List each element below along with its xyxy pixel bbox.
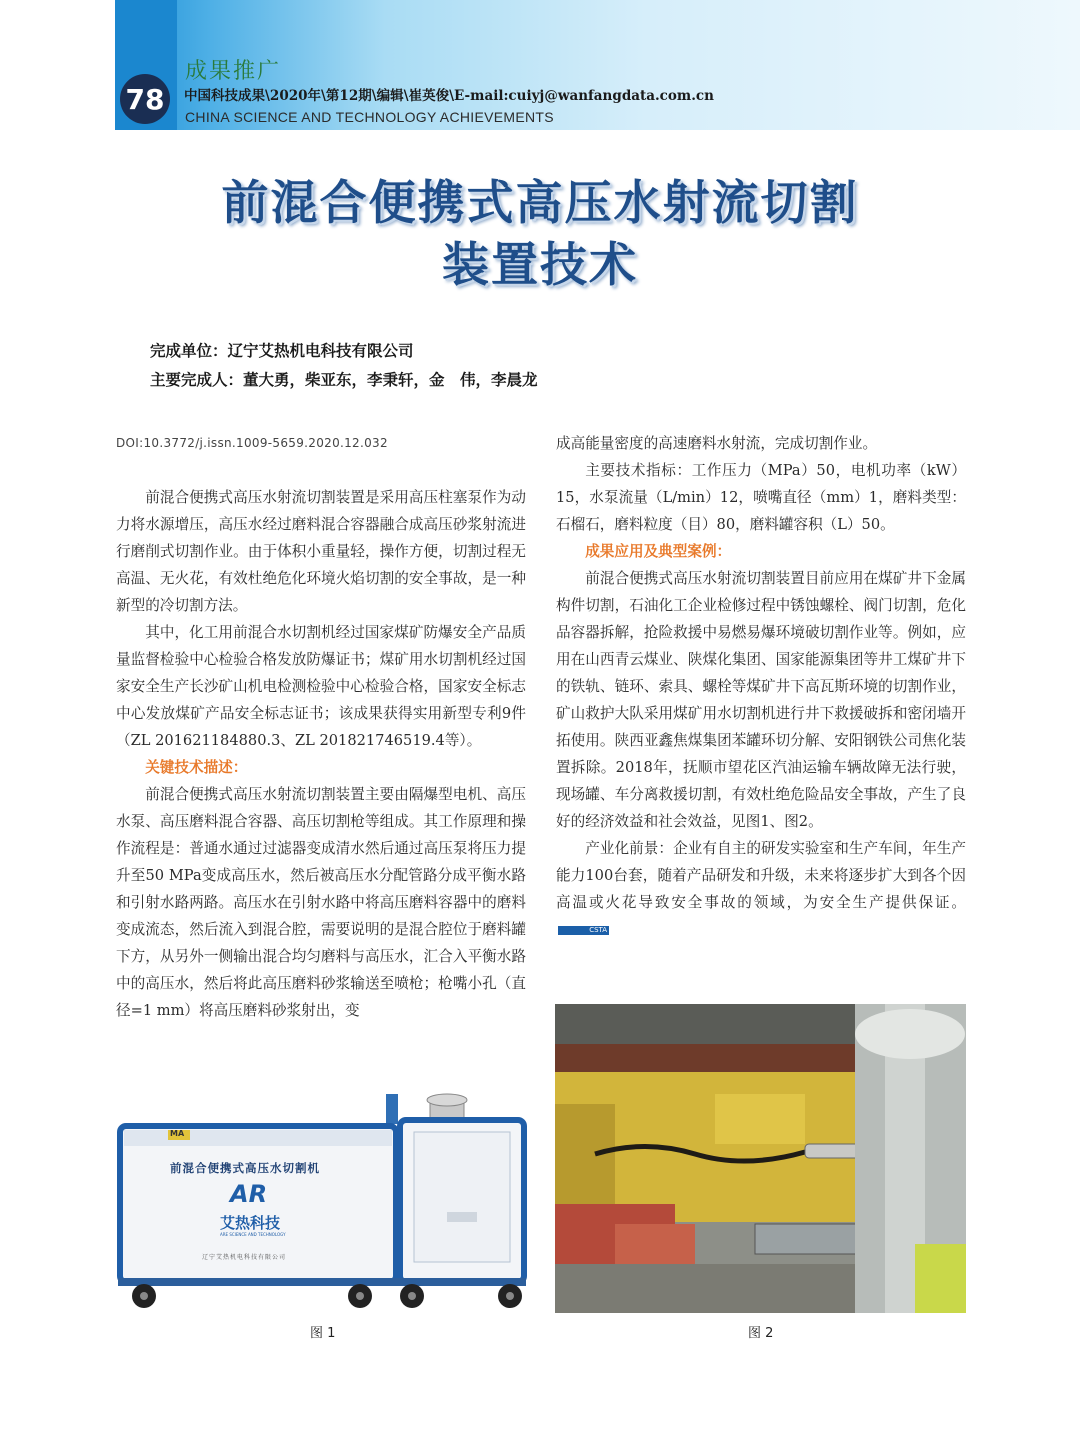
doi: DOI:10.3772/j.issn.1009-5659.2020.12.032 <box>116 436 388 450</box>
subheading-applications: 成果应用及典型案例： <box>585 543 732 560</box>
paragraph: 前混合便携式高压水射流切割装置是采用高压柱塞泵作为动力将水源增压，高压水经过磨料混合容器融合成高压砂浆射流进行磨削式切割作业。由于体积小重量轻，操作方便，切割过程无高温、无火花，有效杜绝危化环境火焰切割的安全事故，是一种新型的冷切割方法。 <box>116 489 526 614</box>
paragraph-prospects <box>556 835 966 943</box>
ma-mark: MA <box>170 1129 185 1138</box>
page-number: 78 <box>120 74 170 124</box>
paragraph: 主要技术指标：工作压力（MPa）50，电机功率（kW）15，水泵流量（L/min）12，喷嘴直径（mm）1，磨料类型：石榴石，磨料粒度（目）80，磨料罐容积（L）50。 <box>556 462 966 533</box>
brand-name: 艾热科技 <box>220 1214 281 1232</box>
brand-english: ARE SCIENCE AND TECHNOLOGY <box>220 1232 286 1237</box>
section-label: 成果推广 <box>185 59 282 84</box>
figure-2-caption: 图 2 <box>748 1326 774 1341</box>
journal-info: 中国科技成果\2020年\第12期\编辑\崔英俊\E-mail:cuiyj@wanfangdata.com.cn <box>184 88 714 104</box>
machine-label: 前混合便携式高压水切割机 <box>170 1161 320 1175</box>
figure-1-caption: 图 1 <box>310 1326 336 1341</box>
figure-2-photo <box>555 1004 966 1313</box>
left-column <box>116 430 526 1024</box>
main-authors: 主要完成人：董大勇，柴亚东，李秉轩，金 伟，李晨龙 <box>150 371 538 389</box>
article-title-line-2: 装置技术 <box>442 238 638 293</box>
brand-logo: AR <box>230 1180 268 1208</box>
figure-1-machine <box>112 1092 532 1312</box>
completing-unit: 完成单位：辽宁艾热机电科技有限公司 <box>150 342 414 360</box>
paragraph: 成高能量密度的高速磨料水射流，完成切割作业。 <box>556 435 878 452</box>
right-column <box>556 430 966 943</box>
journal-english-name: CHINA SCIENCE AND TECHNOLOGY ACHIEVEMENTS <box>185 109 554 125</box>
paragraph: 前混合便携式高压水射流切割装置目前应用在煤矿井下金属构件切割，石油化工企业检修过程中锈蚀螺栓、阀门切割，危化品容器拆解，抢险救援中易燃易爆环境破切割作业等。例如，应用在山西青云煤业、陕煤化集团、国家能源集团等井工煤矿井下的铁轨、链环、索具、螺栓等煤矿井下高瓦斯环境的切割作业，矿山救护大队采用煤矿用水切割机进行井下救援破拆和密闭墙开拓使用。陕西亚鑫焦煤集团苯罐环切分解、安阳钢铁公司焦化装置拆除。2018年，抚顺市望花区汽油运输车辆故障无法行驶，现场罐、车分离救援切割，有效杜绝危险品安全事故，产生了良好的经济效益和社会效益，见图1、图2。 <box>556 570 966 830</box>
article-title-line-1: 前混合便携式高压水射流切割 <box>221 176 859 231</box>
paragraph: 前混合便携式高压水射流切割装置主要由隔爆型电机、高压水泵、高压磨料混合容器、高压切割枪等组成。其工作原理和操作流程是：普通水通过过滤器变成清水然后通过高压泵将压力提升至50 MPa变成高压水，然后被高压水分配管路分成平衡水路和引射水路两路。高压水在引射水路中将高压磨料容器中的磨料变成流态，然后流入到混合腔，需要说明的是混合腔位于磨料罐下方，从另外一侧输出混合均匀磨料与高压水，汇合入平衡水路中的高压水，然后将此高压磨料砂浆输送至喷枪；枪嘴小孔（直径=1 mm）将高压磨料砂浆射出，变 <box>116 786 526 1019</box>
csta-badge: CSTA <box>558 926 609 935</box>
company-name: 辽宁艾热机电科技有限公司 <box>202 1254 287 1261</box>
subheading-key-technology: 关键技术描述： <box>145 759 248 776</box>
paragraph: 其中，化工用前混合水切割机经过国家煤矿防爆安全产品质量监督检验中心检验合格发放防爆证书；煤矿用水切割机经过国家安全生产长沙矿山机电检测检验中心检验合格，国家安全标志中心发放煤矿产品安全标志证书；该成果获得实用新型专利9件（ZL 201621184880.3、ZL 201821746519.4等）。 <box>116 624 526 749</box>
paragraph-text: 产业化前景：企业有自主的研发实验室和生产车间，年生产能力100台套，随着产品研发和升级，未来将逐步扩大到各个因高温或火花导致安全事故的领域，为安全生产提供保证。 <box>556 840 966 911</box>
